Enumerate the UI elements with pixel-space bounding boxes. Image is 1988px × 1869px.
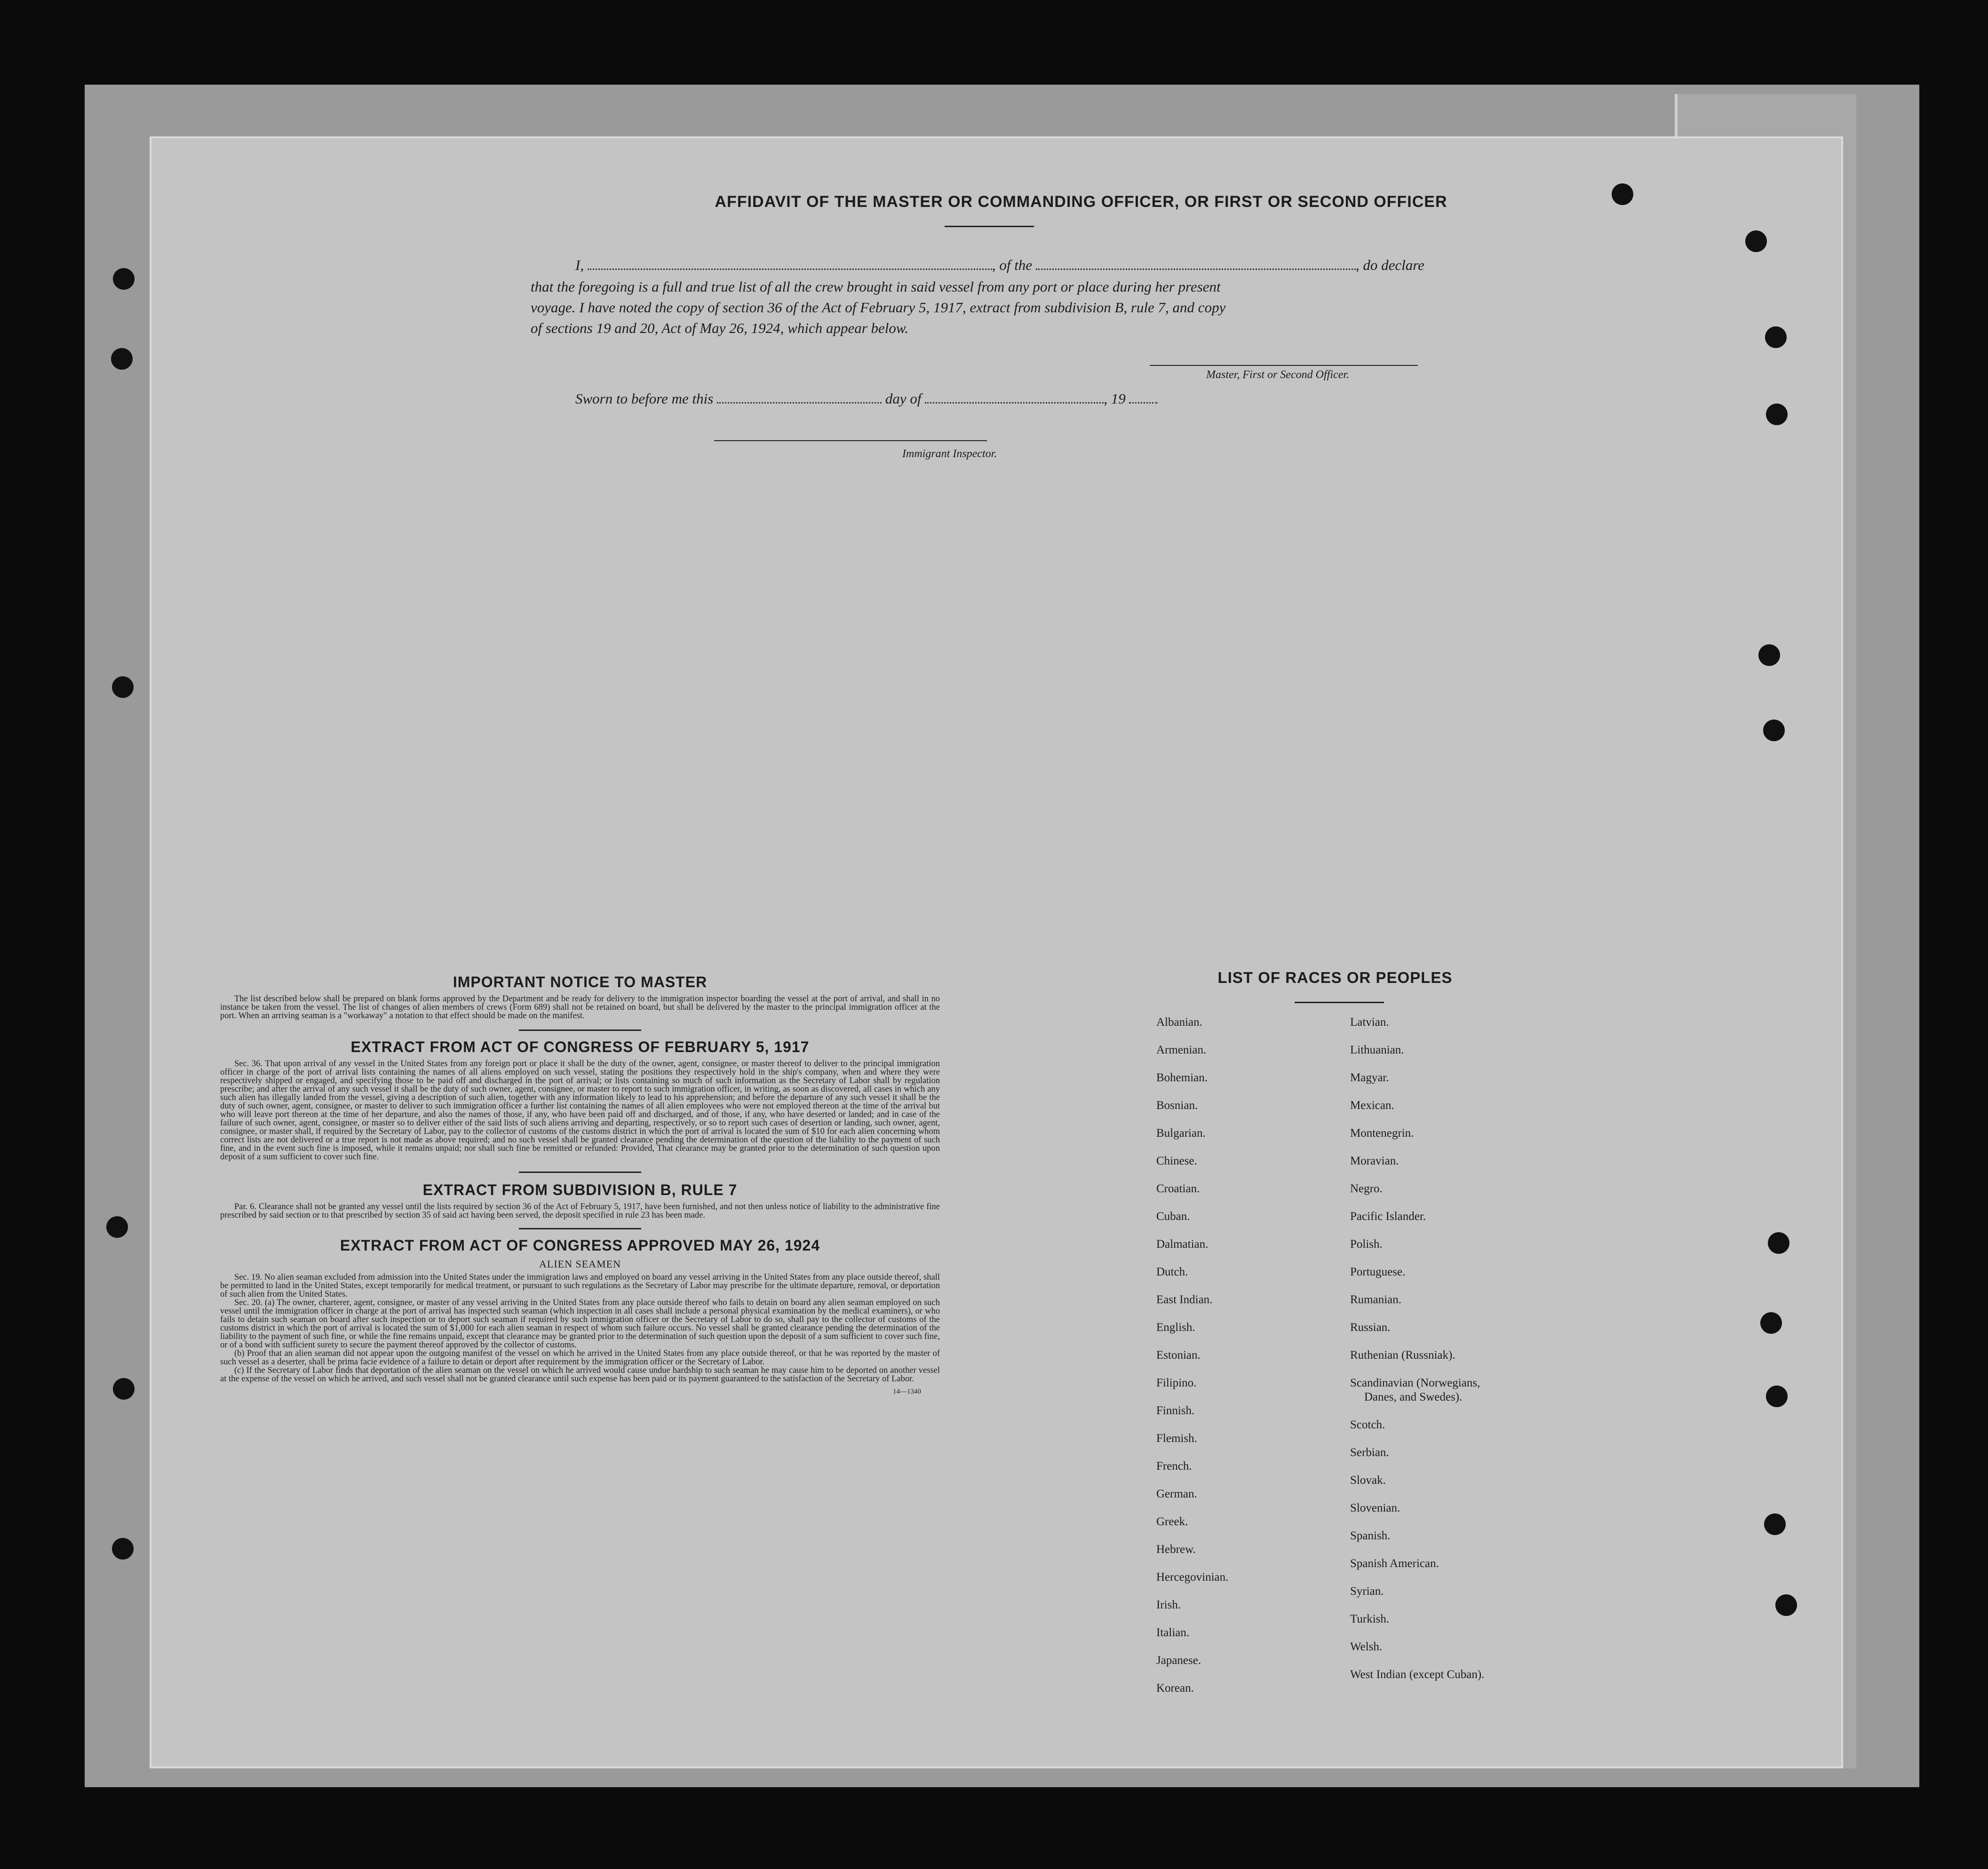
race-item: Serbian. <box>1350 1446 1389 1459</box>
name-blank <box>588 269 992 270</box>
affidavit-line-3: voyage. I have noted the copy of section 36 of the Act of February 5, 1917, extract from subdivision B, rule 7, and copy <box>531 299 1226 316</box>
rule7-text: Par. 6. Clearance shall not be granted any vessel until the lists required by section 36 of the Act of February 5, 1917, have been furnished, and not then unless notice of liability to the administrative fine prescribed by said section or to that prescribed by section 35 of said act having been served, the deposit specified in rule 23 has been made. <box>220 1202 940 1220</box>
race-item: Syrian. <box>1350 1585 1384 1598</box>
divider <box>519 1030 641 1031</box>
race-item: Korean. <box>1156 1682 1194 1695</box>
day-blank <box>717 402 882 404</box>
punch-hole <box>1765 326 1787 348</box>
race-item: Spanish American. <box>1350 1557 1439 1570</box>
race-item: Scotch. <box>1350 1418 1385 1431</box>
race-item: Bulgarian. <box>1156 1127 1206 1140</box>
document-page <box>150 136 1843 1768</box>
race-item: Japanese. <box>1156 1654 1201 1667</box>
extract-1924-title: EXTRACT FROM ACT OF CONGRESS APPROVED MAY 26, 1924 <box>340 1237 820 1254</box>
punch-hole <box>1745 230 1767 252</box>
race-item: Irish. <box>1156 1599 1181 1611</box>
affidavit-line-1 <box>575 257 1424 274</box>
race-item: Montenegrin. <box>1350 1127 1414 1140</box>
race-item: Lithuanian. <box>1350 1044 1404 1056</box>
punch-hole <box>1768 1232 1789 1254</box>
punch-hole <box>1763 720 1785 741</box>
race-item: Armenian. <box>1156 1044 1207 1056</box>
race-item: Danes, and Swedes). <box>1364 1391 1463 1403</box>
race-item: Dutch. <box>1156 1266 1188 1278</box>
master-caption: Master, First or Second Officer. <box>1206 369 1349 381</box>
race-item: Albanian. <box>1156 1016 1202 1029</box>
affidavit-line-4: of sections 19 and 20, Act of May 26, 1924, which appear below. <box>531 320 909 336</box>
notice-title: IMPORTANT NOTICE TO MASTER <box>453 974 708 990</box>
race-item: Moravian. <box>1350 1155 1399 1167</box>
year-blank <box>1129 402 1157 404</box>
extract-1917-text: Sec. 36. That upon arrival of any vessel in the United States from any foreign port or place it shall be the duty of the owner, agent, consignee, or master thereof to deliver to the principal immigration officer in charge of the port of arrival lists containing the names of all aliens employed on such vessel, stating the positions they respectively hold in the ship's company, when and where they were respectively shipped or engaged, and specifying those to be paid off and discharged in the port of arrival; or lists containing so much of such information as the Secretary of Labor shall by regulation prescribe; and after the arrival of any such vessel it shall be the duty of such owner, agent, consignee, or master to report to such immigration officer, in writing, as soon as discovered, all cases in which any such alien has illegally landed from the vessel, giving a description of such alien, together with any information likely to lead to his apprehension; and before the departure of any such vessel it shall be the duty of such owner, agent, consignee, or master to deliver to such immigration officer a further list containing the names of all alien employees who were not employed thereon at the time of the arrival but who will leave port thereon at the time of her departure, and also the names of those, if any, who have been paid off and discharged, and of those, if any, who have deserted or landed; and in case of the failure of such owner, agent, consignee, or master so to deliver either of the said lists of such aliens arriving and departing, respectively, or so to report such cases of desertion or landing, such owner, agent, consignee, or master shall, if required by the Secretary of Labor, pay to the collector of customs of the customs district in which the port of arrival is located the sum of $10 for each alien concerning whom correct lists are not delivered or a true report is not made as above required; and no such vessel shall be granted clearance pending the determination of the question of the liability to the payment of such fine, and in the event such fine is imposed, while it remains unpaid; nor shall such fine be remitted or refunded: Provided, That clearance may be granted prior to the determination of such question upon deposit of a sum sufficient to cover such fine. <box>220 1059 940 1162</box>
vessel-blank <box>1036 269 1356 270</box>
race-item: Croatian. <box>1156 1182 1200 1195</box>
sec19-text: Sec. 19. No alien seaman excluded from admission into the United States under the immigration laws and employed on board any vessel arriving in the United States from any place outside thereof, shall be permitted to land in the United States, except temporarily for medical treatment, or pursuant to such regulations as the Secretary of Labor may prescribe for the ultimate departure, removal, or deportation of such alien from the United States. <box>220 1273 940 1299</box>
races-column-1 <box>1156 1016 1228 1710</box>
race-item: Magyar. <box>1350 1071 1389 1084</box>
divider <box>1295 1002 1384 1003</box>
race-item: Welsh. <box>1350 1640 1383 1653</box>
divider <box>519 1172 641 1173</box>
race-item: Filipino. <box>1156 1377 1197 1389</box>
race-item: Latvian. <box>1350 1016 1389 1029</box>
races-column-2 <box>1350 1016 1484 1696</box>
race-item: Italian. <box>1156 1626 1190 1639</box>
race-item: Hercegovinian. <box>1156 1571 1229 1584</box>
race-item: Turkish. <box>1350 1613 1390 1625</box>
legal-column <box>220 974 940 1396</box>
race-item: Finnish. <box>1156 1404 1195 1417</box>
punch-hole <box>112 1538 134 1560</box>
race-item: French. <box>1156 1460 1192 1473</box>
race-item: Polish. <box>1350 1238 1383 1251</box>
punch-hole <box>1766 1386 1788 1407</box>
race-item: Mexican. <box>1350 1099 1394 1112</box>
inspector-caption: Immigrant Inspector. <box>902 448 997 460</box>
affidavit-of-the: , of the <box>992 257 1033 273</box>
punch-hole <box>1775 1594 1797 1616</box>
punch-hole <box>111 348 133 370</box>
race-item: West Indian (except Cuban). <box>1350 1668 1485 1681</box>
divider <box>945 226 1034 227</box>
punch-hole <box>113 268 135 290</box>
race-item: Dalmatian. <box>1156 1238 1209 1251</box>
race-item: East Indian. <box>1156 1293 1213 1306</box>
alien-seamen-subtitle: ALIEN SEAMEN <box>539 1258 621 1270</box>
punch-hole <box>106 1216 128 1238</box>
form-number: 14—1340 <box>893 1388 921 1395</box>
sec20a-text: Sec. 20. (a) The owner, charterer, agent, consignee, or master of any vessel arriving in the United States from any place outside thereof who fails to detain on board any alien seaman employed on such vessel until the immigration officer in charge at the port of arrival has inspected such seaman (which inspection in all cases shall include a personal physical examination by the medical examiners), or who fails to detain such seaman on board after such inspection or to deport such seaman if required by such immigration officer or the Secretary of Labor to do so, shall pay to the collector of customs of the customs district in which the port of arrival is located the sum of $1,000 for each alien seaman in respect of whom such failure occurs. No vessel shall be granted clearance pending the determination of the liability to the payment of such fine, or while the fine remains unpaid, except that clearance may be granted prior to the determination of such question upon the deposit of a sum sufficient to cover such fine, or of a bond with sufficient surety to secure the payment thereof approved by the collector of customs. <box>220 1298 940 1350</box>
race-item: German. <box>1156 1488 1197 1500</box>
punch-hole <box>1760 1312 1782 1334</box>
race-item: Negro. <box>1350 1182 1383 1195</box>
race-item: Slovak. <box>1350 1474 1386 1487</box>
race-item: Cuban. <box>1156 1210 1190 1223</box>
punch-hole <box>1758 644 1780 666</box>
affidavit-line-2: that the foregoing is a full and true list of all the crew brought in said vessel from any port or place during her present <box>531 278 1221 295</box>
sec20c-text: (c) If the Secretary of Labor finds that deportation of the alien seaman on the vessel on which he arrived would cause undue hardship to such seaman he may cause him to be deported on another vessel at the expense of the vessel on which he arrived, and such vessel shall not be granted clearance until such expense has been paid or its payment guaranteed to the satisfaction of the Secretary of Labor. <box>220 1366 940 1384</box>
race-item: Slovenian. <box>1350 1502 1400 1514</box>
affidavit-do-declare: , do declare <box>1355 257 1424 273</box>
day-of-label: day of <box>885 390 922 407</box>
affidavit-title: AFFIDAVIT OF THE MASTER OR COMMANDING OFFICER, OR FIRST OR SECOND OFFICER <box>715 193 1447 211</box>
race-item: Chinese. <box>1156 1155 1197 1167</box>
race-item: Spanish. <box>1350 1529 1391 1542</box>
month-blank <box>925 402 1104 404</box>
race-item: English. <box>1156 1321 1195 1334</box>
punch-hole <box>1612 183 1633 205</box>
sec20b-text: (b) Proof that an alien seaman did not appear upon the outgoing manifest of the vessel on which he arrived in the United States from any place outside thereof, or that he was reported by the master of such vessel as a deserter, shall be prima facie evidence of a failure to detain or deport after requirement by the immigration officer or the Secretary of Labor. <box>220 1349 940 1367</box>
punch-hole <box>1764 1513 1786 1535</box>
race-item: Rumanian. <box>1350 1293 1402 1306</box>
divider <box>519 1228 641 1229</box>
races-title: LIST OF RACES OR PEOPLES <box>1217 969 1453 986</box>
signature-line <box>1150 365 1418 366</box>
punch-hole <box>112 676 134 698</box>
race-item: Pacific Islander. <box>1350 1210 1426 1223</box>
sworn-label: Sworn to before me this <box>575 390 714 407</box>
race-item: Estonian. <box>1156 1349 1201 1362</box>
punch-hole <box>1766 404 1788 425</box>
race-item: Portuguese. <box>1350 1266 1406 1278</box>
race-item: Flemish. <box>1156 1432 1197 1445</box>
notice-text: The list described below shall be prepared on blank forms approved by the Department and be ready for delivery to the immigration inspector boarding the vessel at the port of arrival, and shall in no instance be taken from the vessel. The list of changes of alien members of crews (Form 689) shall not be retained on board, but shall be delivered by the master to the principal immigration officer at the port. When an arriving seaman is a "workaway" a notation to that effect should be made on the manifest. <box>220 994 940 1021</box>
race-item: Bosnian. <box>1156 1099 1198 1112</box>
extract-1917-title: EXTRACT FROM ACT OF CONGRESS OF FEBRUARY 5, 1917 <box>350 1038 810 1055</box>
race-item: Scandinavian (Norwegians, <box>1350 1377 1480 1389</box>
race-item: Hebrew. <box>1156 1543 1196 1556</box>
affidavit-i: I, <box>575 257 584 273</box>
race-item: Greek. <box>1156 1515 1188 1528</box>
inspector-signature-line <box>714 440 987 441</box>
race-item: Bohemian. <box>1156 1071 1208 1084</box>
rule7-title: EXTRACT FROM SUBDIVISION B, RULE 7 <box>422 1181 738 1198</box>
sworn-line <box>575 390 1157 407</box>
race-item: Ruthenian (Russniak). <box>1350 1349 1455 1362</box>
race-item: Russian. <box>1350 1321 1391 1334</box>
year-label: , 19 <box>1104 390 1126 407</box>
punch-hole <box>113 1378 135 1400</box>
